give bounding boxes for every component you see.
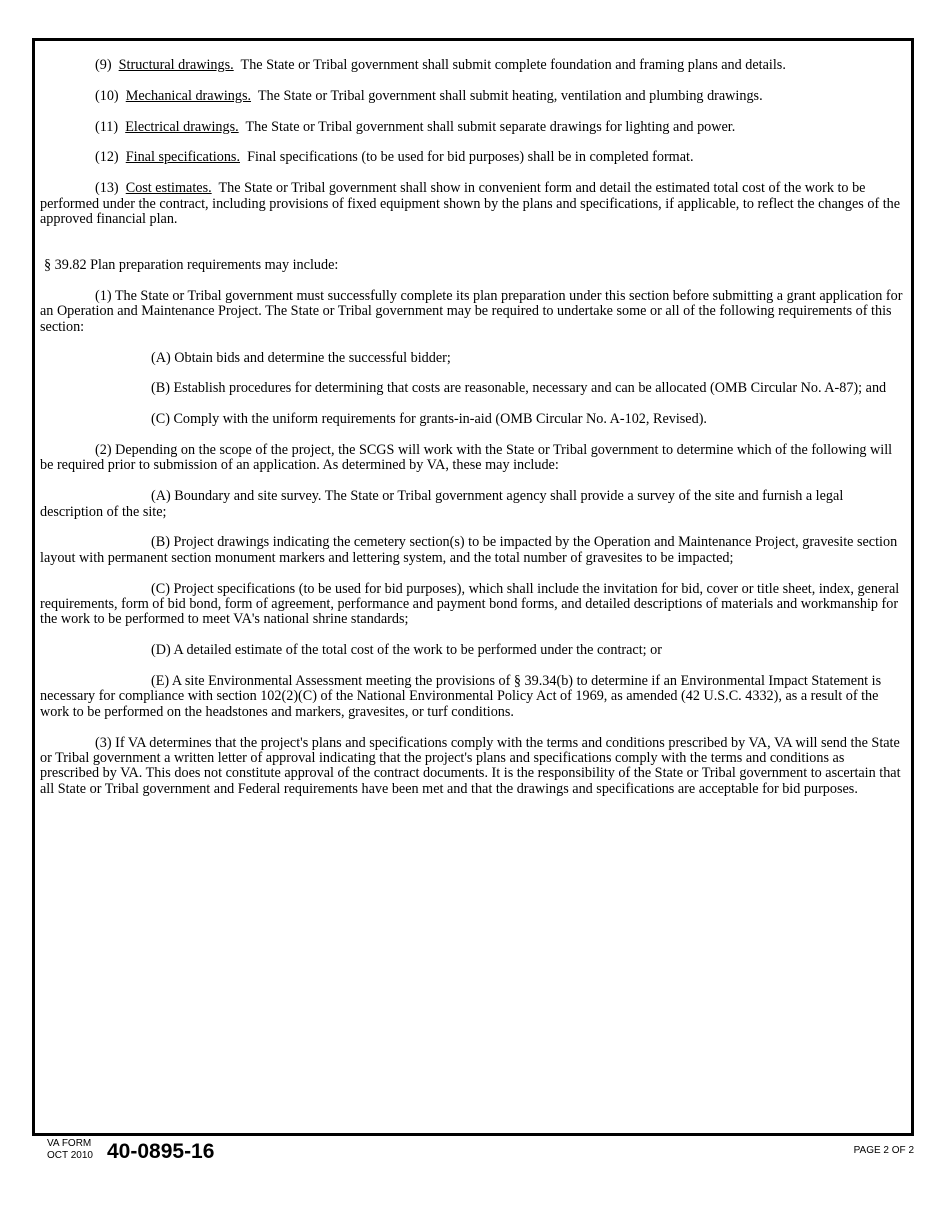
document-body xyxy=(40,58,906,813)
paragraph-2-b: (B) Project drawings indicating the cemetery section(s) to be impacted by the Operation and Maintenance Project, gravesite section layout with permanent section monument markers and lettering system, and the total number of gravesites to be impacted; xyxy=(40,534,898,566)
item-11: (11) Electrical drawings. The State or Tribal government shall submit separate drawings for lighting and power. xyxy=(95,118,736,135)
item-title: Electrical drawings. xyxy=(125,118,239,135)
paragraph-1-c: (C) Comply with the uniform requirements for grants-in-aid (OMB Circular No. A-102, Revised). xyxy=(151,411,707,428)
item-title: Cost estimates. xyxy=(125,180,212,197)
form-label: VA FORM OCT 2010 xyxy=(47,1138,93,1161)
item-9: (9) Structural drawings. The State or Tribal government shall submit complete foundation and framing plans and details. xyxy=(95,57,786,73)
item-title: Final specifications. xyxy=(125,149,240,166)
item-title: Structural drawings. xyxy=(118,57,234,73)
paragraph-2-d: (D) A detailed estimate of the total cost of the work to be performed under the contract; or xyxy=(151,642,662,659)
section-heading: § 39.82 Plan preparation requirements may include: xyxy=(44,257,339,274)
paragraph-1-b: (B) Establish procedures for determining that costs are reasonable, necessary and can be allocated (OMB Circular No. A-87); and xyxy=(151,380,887,397)
form-number: 40-0895-16 xyxy=(107,1140,215,1163)
item-13: (13) Cost estimates. The State or Tribal government shall show in convenient form and detail the estimated total cost of the work to be performed under the contract, including provisions of fixed equipment shown by the plans and specifications, if applicable, to reflect the changes of the approved financial plan. xyxy=(40,180,901,227)
paragraph-2-a: (A) Boundary and site survey. The State or Tribal government agency shall provide a survey of the site and furnish a legal description of the site; xyxy=(40,488,844,520)
paragraph-3: (3) If VA determines that the project's plans and specifications comply with the terms and conditions prescribed by VA, VA will send the State or Tribal government a written letter of approval indicating that the project's plans and specifications comply with the terms and conditions as prescribed by VA. This does not constitute approval of the contract documents. It is the responsibility of the State or Tribal government to ascertain that all State or Tribal government and Federal requirements have been met and that the drawings and specifications are acceptable for bid purposes. xyxy=(40,734,901,797)
paragraph-2-c: (C) Project specifications (to be used for bid purposes), which shall include the invitation for bid, cover or title sheet, index, general requirements, form of bid bond, form of agreement, performance and payment bond forms, and detailed descriptions of materials and workmanship for the work to be performed to meet VA's national shrine standards; xyxy=(40,580,900,628)
paragraph-1-a: (A) Obtain bids and determine the successful bidder; xyxy=(151,349,451,366)
page-number: PAGE 2 OF 2 xyxy=(853,1145,914,1156)
item-10: (10) Mechanical drawings. The State or Tribal government shall submit heating, ventilation and plumbing drawings. xyxy=(95,87,763,104)
item-12: (12) Final specifications. Final specifications (to be used for bid purposes) shall be in completed format. xyxy=(95,149,694,166)
paragraph-2: (2) Depending on the scope of the project, the SCGS will work with the State or Tribal government to determine which of the following will be required prior to submission of an application. As determined by VA, these may include: xyxy=(40,441,893,474)
paragraph-2-e: (E) A site Environmental Assessment meeting the provisions of § 39.34(b) to determine if an Environmental Impact Statement is necessary for compliance with section 102(2)(C) of the National Environmental Policy Act of 1969, as amended (42 U.S.C. 4332), as a result of the work to be performed on the headstones and markers, gravesites, or turf conditions. xyxy=(40,673,882,720)
paragraph-1: (1) The State or Tribal government must successfully complete its plan preparation under this section before submitting a grant application for an Operation and Maintenance Project. The State or Tribal government may be required to undertake some or all of the following requirements of this section: xyxy=(40,287,903,335)
item-title: Mechanical drawings. xyxy=(125,87,252,104)
